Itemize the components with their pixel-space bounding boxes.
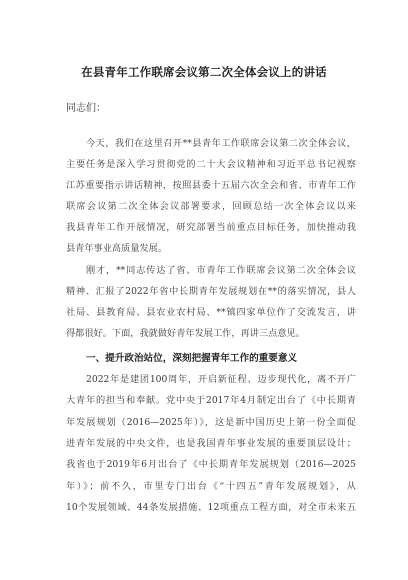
paragraph-line: 得都很好。下面，我就做好青年发展工作，再讲三点意见。 <box>66 328 305 339</box>
paragraph-line: 今天，我们在这里召开**县青年工作联席会议第二次全体会议， <box>86 138 356 149</box>
document-title: 在县青年工作联席会议第二次全体会议上的讲话 <box>81 65 327 79</box>
paragraph-line: 年发展规划（2016—2025年）》，这是新中国历史上第一份全面促 <box>66 417 356 428</box>
paragraph-line: 联席会议第二次全体会议部署要求，回顾总结一次全体会议以来 <box>66 201 356 212</box>
paragraph-line: 县青年事业高质量发展。 <box>66 243 168 254</box>
salutation: 同志们： <box>66 103 106 114</box>
paragraph-line: 刚才，**同志传达了省、市青年工作联席会议第二次全体会议 <box>86 265 356 276</box>
paragraph-line: 大青年的担当和奉献。党中央于2017年4月制定出台了《中长期青 <box>66 395 356 406</box>
paragraph-line: 主要任务是深入学习贯彻党的二十大会议精神和习近平总书记视察 <box>66 159 356 170</box>
paragraph-line: 10个发展领域、44条发展措施、12项重点工程方面，对全市未来五 <box>66 502 356 513</box>
section-heading: 一、提升政治站位，深刻把握青年工作的重要意义 <box>86 353 298 364</box>
paragraph-line: 年）》；前不久，市里专门出台《“十四五”青年发展规划》，从 <box>66 481 356 492</box>
paragraph-line: 2022年是建团100周年，开启新征程、迈步现代化，离不开广 <box>86 374 356 385</box>
paragraph-line: 精神、汇报了2022年省中长期青年发展规划在**的落实情况，县人 <box>66 286 356 297</box>
paragraph-line: 江苏重要指示讲话精神，按照县委十五届六次全会和省、市青年工作 <box>66 180 356 191</box>
paragraph-line: 我省也于2019年6月出台了《中长期青年发展规划（2016—2025 <box>66 459 356 470</box>
paragraph-line: 社局、县教育局、县农业农村局、**镇四家单位作了交流发言，讲 <box>66 307 356 318</box>
paragraph-line: 进青年发展的中央文件，也是我国青年事业发展的重要顶层设计； <box>66 438 356 449</box>
paragraph-line: 我县青年工作开展情况，研究部署当前重点目标任务，加快推动我 <box>66 222 356 233</box>
